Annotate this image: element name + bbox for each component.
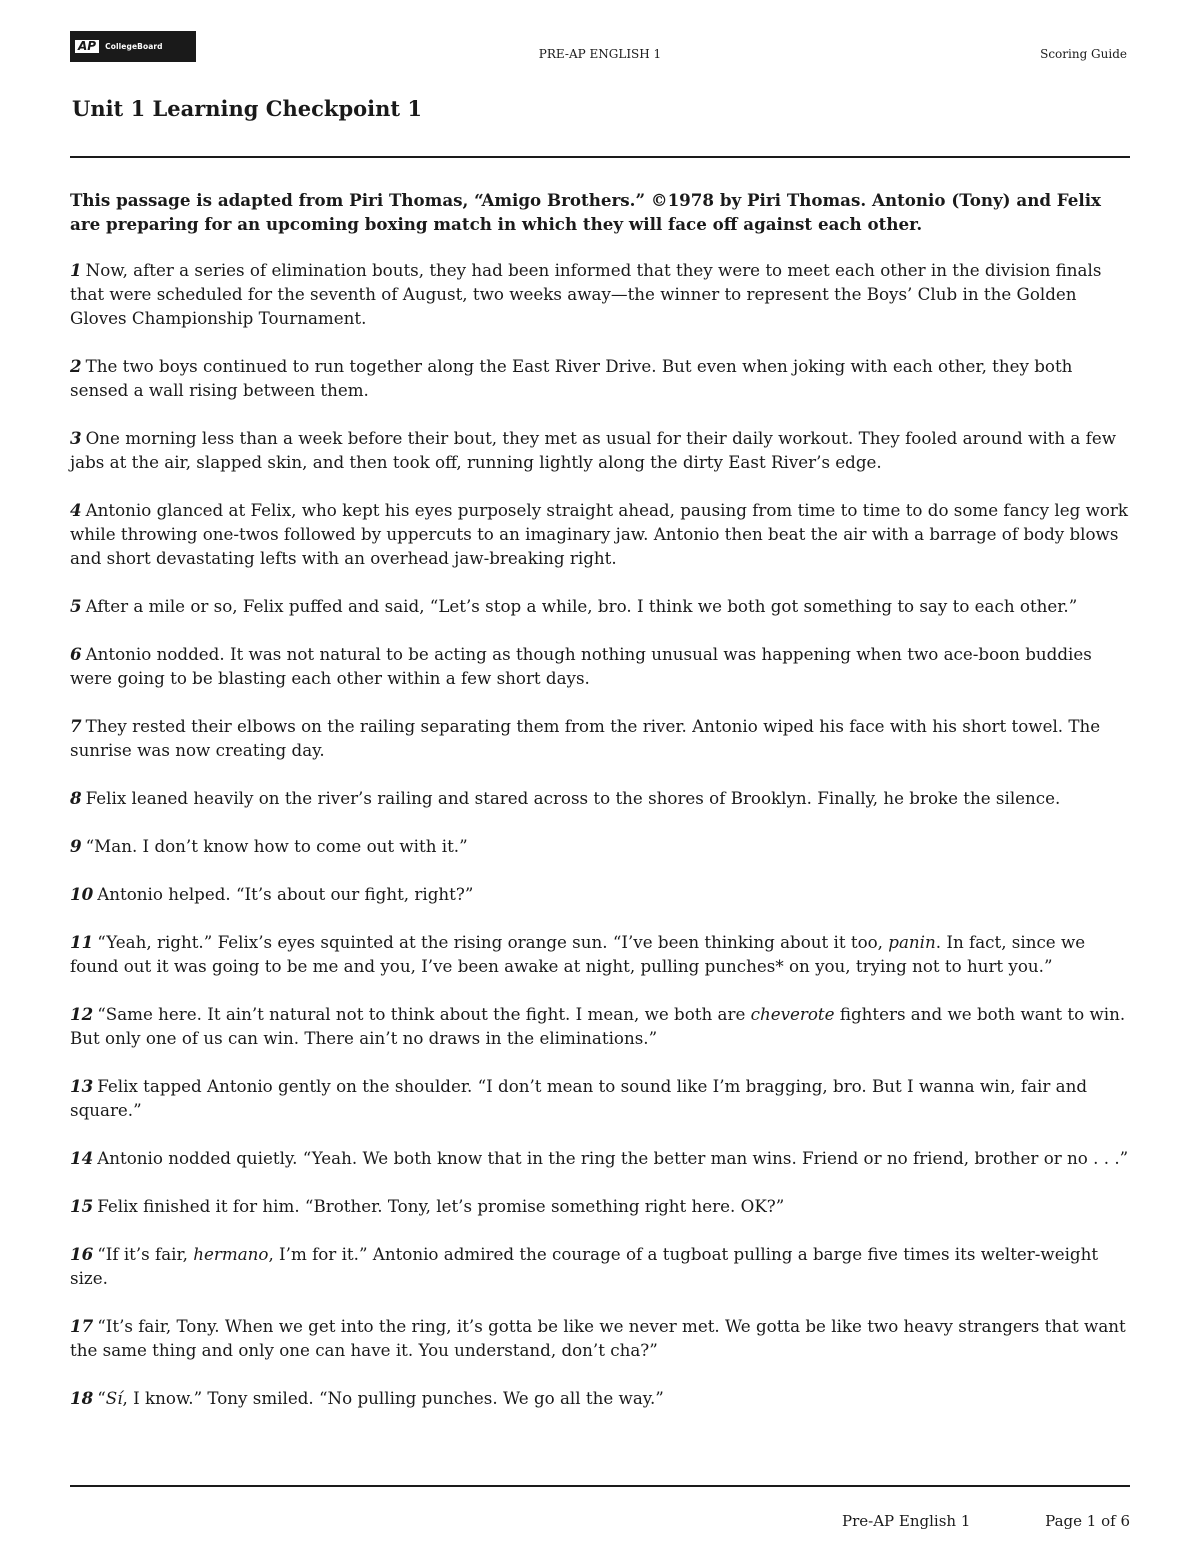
paragraph-number: 1	[70, 260, 82, 280]
paragraph-text: “Man. I don’t know how to come out with it.”	[85, 836, 468, 856]
passage	[70, 188, 1132, 1434]
collegeboard-wordmark: CollegeBoard	[105, 42, 163, 51]
paragraph-11	[70, 930, 1132, 978]
paragraph-1	[70, 258, 1132, 330]
paragraph-text: “Yeah, right.” Felix’s eyes squinted at the rising orange sun. “I’ve been thinking about it too,	[97, 932, 889, 952]
paragraph-italic-term: cheverote	[750, 1004, 835, 1024]
paragraph-number: 17	[70, 1316, 94, 1336]
paragraph-9	[70, 834, 1132, 858]
paragraph-14	[70, 1146, 1132, 1170]
paragraph-6	[70, 642, 1132, 690]
paragraph-text: , I’m for it.” Antonio admired the courage of a tugboat pulling a barge five times its welter-weight size.	[70, 1244, 1099, 1288]
paragraph-italic-term: Sí	[105, 1388, 123, 1408]
paragraph-number: 10	[70, 884, 94, 904]
paragraph-number: 8	[70, 788, 82, 808]
paragraph-number: 5	[70, 596, 82, 616]
paragraph-italic-term: hermano	[193, 1244, 269, 1264]
paragraph-15	[70, 1194, 1132, 1218]
paragraph-7	[70, 714, 1132, 762]
page-title: Unit 1 Learning Checkpoint 1	[72, 96, 423, 121]
paragraph-text: Antonio nodded quietly. “Yeah. We both know that in the ring the better man wins. Friend or no friend, brother or no . . .”	[97, 1148, 1129, 1168]
paragraph-text: They rested their elbows on the railing separating them from the river. Antonio wiped his face with his short towel. The sunrise was now creating day.	[70, 716, 1101, 760]
paragraph-8	[70, 786, 1132, 810]
paragraph-number: 6	[70, 644, 82, 664]
paragraph-10	[70, 882, 1132, 906]
paragraph-text: The two boys continued to run together along the East River Drive. But even when joking with each other, they both sensed a wall rising between them.	[70, 356, 1073, 400]
paragraph-16	[70, 1242, 1132, 1290]
paragraph-13	[70, 1074, 1132, 1122]
paragraph-18	[70, 1386, 1132, 1410]
paragraph-number: 9	[70, 836, 82, 856]
paragraph-text: “	[97, 1388, 106, 1408]
paragraph-text: , I know.” Tony smiled. “No pulling punches. We go all the way.”	[122, 1388, 664, 1408]
paragraph-5	[70, 594, 1132, 618]
paragraph-text: Now, after a series of elimination bouts, they had been informed that they were to meet each other in the division finals that were scheduled for the seventh of August, two weeks away—the winner to represent the Boys’ Club in the Golden Gloves Championship Tournament.	[70, 260, 1102, 328]
passage-intro: This passage is adapted from Piri Thomas, “Amigo Brothers.” ©1978 by Piri Thomas. Antonio (Tony) and Felix are preparing for an upcoming boxing match in which they will face off against each other.	[70, 190, 1101, 234]
paragraph-text: Antonio helped. “It’s about our fight, right?”	[97, 884, 474, 904]
paragraph-number: 16	[70, 1244, 94, 1264]
header-course: PRE-AP ENGLISH 1	[538, 47, 662, 61]
paragraph-3	[70, 426, 1132, 474]
paragraph-text: “It’s fair, Tony. When we get into the ring, it’s gotta be like we never met. We gotta be like two heavy strangers that want the same thing and only one can have it. You understand, don’t cha?”	[70, 1316, 1126, 1360]
paragraph-17	[70, 1314, 1132, 1362]
paragraph-number: 4	[70, 500, 82, 520]
paragraph-text: Antonio nodded. It was not natural to be acting as though nothing unusual was happening when two ace-boon buddies were going to be blasting each other within a few short days.	[70, 644, 1092, 688]
paragraph-text: Felix leaned heavily on the river’s railing and stared across to the shores of Brooklyn. Finally, he broke the silence.	[85, 788, 1061, 808]
paragraph-2	[70, 354, 1132, 402]
paragraph-12	[70, 1002, 1132, 1050]
paragraph-number: 14	[70, 1148, 94, 1168]
paragraph-number: 7	[70, 716, 82, 736]
paragraph-text: Felix finished it for him. “Brother. Tony, let’s promise something right here. OK?”	[97, 1196, 785, 1216]
paragraph-number: 11	[70, 932, 94, 952]
paragraph-text: Felix tapped Antonio gently on the shoulder. “I don’t mean to sound like I’m bragging, bro. But I wanna win, fair and square.”	[70, 1076, 1088, 1120]
paragraph-number: 18	[70, 1388, 94, 1408]
paragraph-text: After a mile or so, Felix puffed and said, “Let’s stop a while, bro. I think we both got something to say to each other.”	[85, 596, 1078, 616]
paragraph-italic-term: panin	[888, 932, 936, 952]
paragraph-number: 12	[70, 1004, 94, 1024]
footer-divider	[70, 1485, 1130, 1487]
paragraph-number: 3	[70, 428, 82, 448]
paragraph-4	[70, 498, 1132, 570]
header-doc-type: Scoring Guide	[1040, 47, 1127, 61]
paragraph-number: 13	[70, 1076, 94, 1096]
footer-course: Pre-AP English 1	[842, 1512, 971, 1530]
paragraph-number: 2	[70, 356, 82, 376]
paragraph-text: . In fact, since we found out it was going to be me and you, I’ve been awake at night, pulling punches* on you, trying not to hurt you.”	[70, 932, 1086, 976]
paragraph-text: fighters and we both want to win. But only one of us can win. There ain’t no draws in the eliminations.”	[70, 1004, 1126, 1048]
paragraph-text: “If it’s fair,	[97, 1244, 194, 1264]
header-divider	[70, 156, 1130, 158]
paragraph-text: Antonio glanced at Felix, who kept his eyes purposely straight ahead, pausing from time to time to do some fancy leg work while throwing one-twos followed by uppercuts to an imaginary jaw. Antonio then beat the air with a barrage of body blows and short devastating lefts with an overhead jaw-breaking right.	[70, 500, 1128, 568]
paragraph-number: 15	[70, 1196, 94, 1216]
passage-paragraphs	[70, 258, 1132, 1410]
paragraph-text: One morning less than a week before their bout, they met as usual for their daily workout. They fooled around with a few jabs at the air, slapped skin, and then took off, running lightly along the dirty East River’s edge.	[70, 428, 1117, 472]
paragraph-text: “Same here. It ain’t natural not to think about the fight. I mean, we both are	[97, 1004, 751, 1024]
ap-logo-mark: AP	[75, 40, 99, 53]
footer-page-number: Page 1 of 6	[1045, 1512, 1130, 1530]
